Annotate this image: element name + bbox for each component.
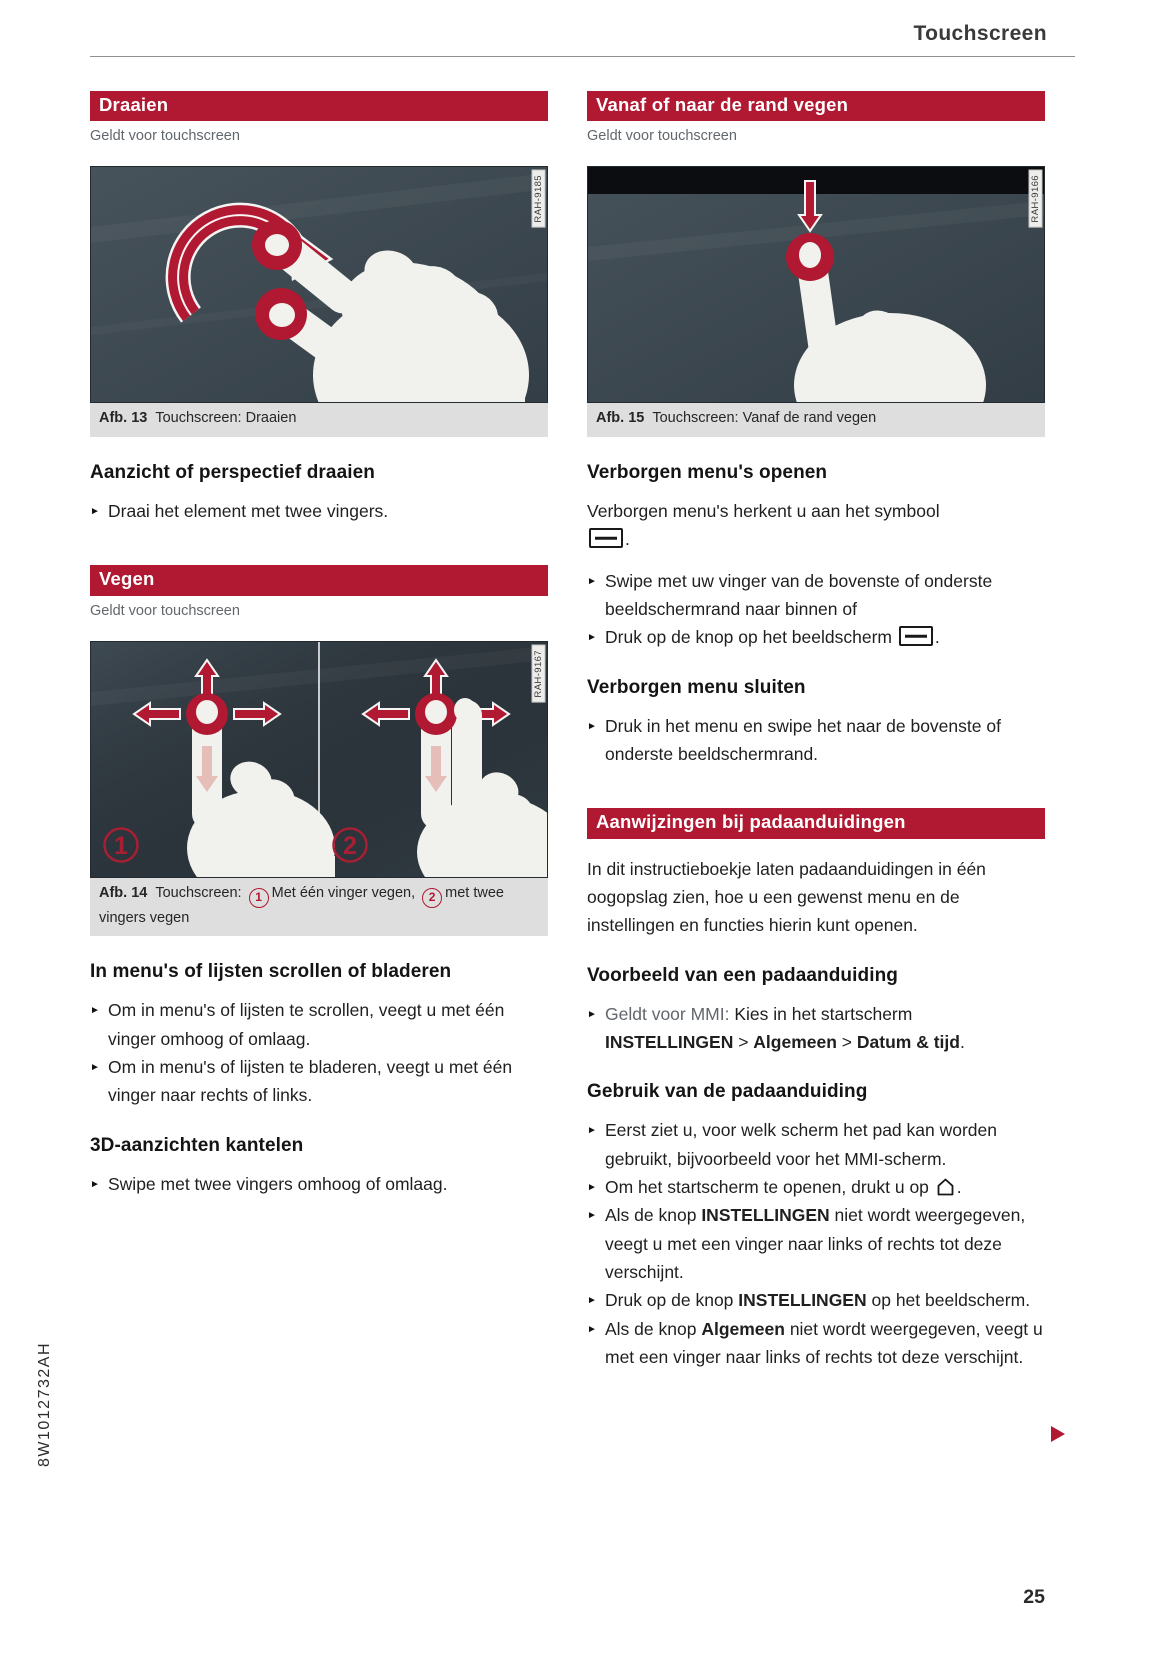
bullet-item bbox=[587, 1000, 1045, 1057]
figure-rand-vegen bbox=[587, 166, 1045, 437]
bullet-item: ► Draai het element met twee vingers. bbox=[90, 497, 548, 525]
menu-path-item: INSTELLINGEN bbox=[605, 1032, 734, 1053]
figure-vegen bbox=[90, 641, 548, 937]
figure-caption-text: Touchscreen: bbox=[155, 884, 242, 901]
bullet-text: Druk op de knop bbox=[605, 1290, 739, 1311]
edge-swipe-illustration bbox=[588, 167, 1044, 402]
figure-rand-vegen-image bbox=[587, 166, 1045, 403]
hidden-menu-icon bbox=[899, 626, 933, 646]
button-name: Algemeen bbox=[701, 1318, 785, 1339]
circled-number-1: 1 bbox=[249, 888, 269, 908]
paragraph: In dit instructieboekje laten padaanduidingen in één oogopslag zien, hoe u een gewenst menu en de instellingen en functies hierin kunt openen. bbox=[587, 858, 986, 936]
menu-path-item: Algemeen bbox=[753, 1032, 837, 1053]
section-header-rand-vegen: Vanaf of naar de rand vegen bbox=[587, 91, 1045, 121]
bullet-item: ► Om in menu's of lijsten te bladeren, veegt u met één vinger naar rechts of links. bbox=[90, 1053, 548, 1110]
bullet-item: ► Swipe met uw vinger van de bovenste of onderste beeldschermrand naar binnen of bbox=[587, 567, 1045, 624]
figure-caption bbox=[90, 878, 548, 937]
figure-credit: RAH-9166 bbox=[1029, 170, 1043, 228]
section-header-vegen: Vegen bbox=[90, 565, 548, 595]
paragraph bbox=[587, 497, 1045, 554]
figure-caption-text: Met één vinger vegen, bbox=[271, 884, 416, 901]
bullet-item: ► Druk in het menu en swipe het naar de bovenste of onderste beeldschermrand. bbox=[587, 712, 1045, 769]
page-header bbox=[90, 22, 1075, 57]
subheading-scrollen: In menu's of lijsten scrollen of bladeren bbox=[90, 961, 452, 983]
bullet-item bbox=[587, 1286, 1045, 1314]
bullet-item bbox=[587, 1173, 1045, 1201]
panel-number-2: 2 bbox=[343, 831, 357, 860]
figure-draaien bbox=[90, 166, 548, 437]
circled-number-2: 2 bbox=[422, 888, 442, 908]
column-left bbox=[90, 91, 548, 1198]
subheading-menu-sluiten: Verborgen menu sluiten bbox=[587, 676, 806, 698]
applies-note: Geldt voor touchscreen bbox=[587, 128, 737, 145]
bullet-item: ► Swipe met twee vingers omhoog of omlaag. bbox=[90, 1170, 548, 1198]
bullet-text: Kies in het startscherm bbox=[729, 1003, 913, 1024]
spine-code: 8W1012732AH bbox=[36, 1342, 53, 1468]
column-right bbox=[587, 91, 1045, 1372]
applies-inline-note: Geldt voor MMI: bbox=[605, 1003, 730, 1024]
bullet-item: ► Om in menu's of lijsten te scrollen, veegt u met één vinger omhoog of omlaag. bbox=[90, 996, 548, 1053]
figure-credit: RAH-9185 bbox=[532, 170, 546, 228]
figure-caption-label: Afb. 15 bbox=[596, 410, 645, 427]
subheading-menus-openen: Verborgen menu's openen bbox=[587, 462, 828, 484]
bullet-text: . bbox=[934, 627, 940, 648]
home-icon bbox=[935, 1177, 956, 1196]
bullet-list bbox=[587, 712, 1045, 769]
figure-credit: RAH-9167 bbox=[532, 645, 546, 703]
bullet-text: Als de knop bbox=[605, 1318, 702, 1339]
applies-note: Geldt voor touchscreen bbox=[90, 128, 240, 145]
page-title: Touchscreen bbox=[913, 22, 1047, 45]
bullet-list bbox=[587, 1000, 1045, 1057]
section-header-padaanduidingen: Aanwijzingen bij padaanduidingen bbox=[587, 808, 1045, 838]
bullet-item: ► Eerst ziet u, voor welk scherm het pad kan worden gebruikt, bijvoorbeeld voor het MMI-scherm. bbox=[587, 1116, 1045, 1173]
button-name: INSTELLINGEN bbox=[738, 1290, 867, 1311]
hidden-menu-icon bbox=[589, 528, 623, 548]
bullet-text: niet wordt weergegeven, veegt u met een vinger naar links of rechts tot deze verschijnt. bbox=[605, 1205, 1026, 1283]
bullet-list bbox=[90, 996, 548, 1109]
panel-number-1: 1 bbox=[114, 831, 128, 860]
paragraph-text: Verborgen menu's herkent u aan het symbool bbox=[587, 501, 940, 522]
bullet-text: niet wordt weergegeven, veegt u met een vinger naar links of rechts tot deze verschijnt. bbox=[605, 1318, 1043, 1368]
subheading-voorbeeld: Voorbeeld van een padaanduiding bbox=[587, 964, 899, 986]
paragraph-text: . bbox=[625, 529, 630, 550]
rotate-gesture-illustration bbox=[91, 167, 547, 402]
figure-vegen-image bbox=[90, 641, 548, 878]
figure-draaien-image bbox=[90, 166, 548, 403]
subheading-draaien: Aanzicht of perspectief draaien bbox=[90, 462, 376, 484]
bullet-text: Druk op de knop op het beeldscherm bbox=[605, 627, 892, 648]
menu-path-separator: > bbox=[836, 1032, 857, 1053]
figure-caption bbox=[90, 403, 548, 437]
menu-path-separator: > bbox=[733, 1032, 754, 1053]
bullet-item bbox=[587, 1315, 1045, 1372]
figure-caption bbox=[587, 403, 1045, 437]
bullet-text: op het beeldscherm. bbox=[866, 1290, 1031, 1311]
bullet-text: . bbox=[959, 1032, 965, 1053]
applies-note: Geldt voor touchscreen bbox=[90, 602, 240, 619]
figure-caption-label: Afb. 14 bbox=[99, 884, 148, 901]
menu-path-item: Datum & tijd bbox=[856, 1032, 960, 1053]
subheading-3d: 3D-aanzichten kantelen bbox=[90, 1134, 304, 1156]
figure-caption-text: met twee vingers vegen bbox=[99, 884, 504, 926]
bullet-text: Om het startscherm te openen, drukt u op bbox=[605, 1177, 934, 1198]
bullet-list bbox=[90, 1170, 548, 1198]
bullet-item bbox=[587, 623, 1045, 651]
bullet-item bbox=[587, 1201, 1045, 1286]
figure-caption-text: Touchscreen: Vanaf de rand vegen bbox=[652, 410, 877, 427]
figure-caption-label: Afb. 13 bbox=[99, 410, 148, 427]
button-name: INSTELLINGEN bbox=[701, 1205, 830, 1226]
bullet-list bbox=[587, 1116, 1045, 1371]
bullet-list bbox=[587, 567, 1045, 652]
swipe-gesture-illustration bbox=[91, 642, 547, 877]
page-number: 25 bbox=[1023, 1586, 1045, 1608]
section-header-draaien: Draaien bbox=[90, 91, 548, 121]
continuation-arrow-icon bbox=[1051, 1426, 1065, 1442]
two-column-layout bbox=[90, 91, 1045, 1372]
bullet-text: Als de knop bbox=[605, 1205, 702, 1226]
bullet-list bbox=[90, 497, 548, 525]
subheading-gebruik: Gebruik van de padaanduiding bbox=[587, 1081, 868, 1103]
bullet-text: . bbox=[956, 1177, 962, 1198]
figure-caption-text: Touchscreen: Draaien bbox=[155, 410, 297, 427]
